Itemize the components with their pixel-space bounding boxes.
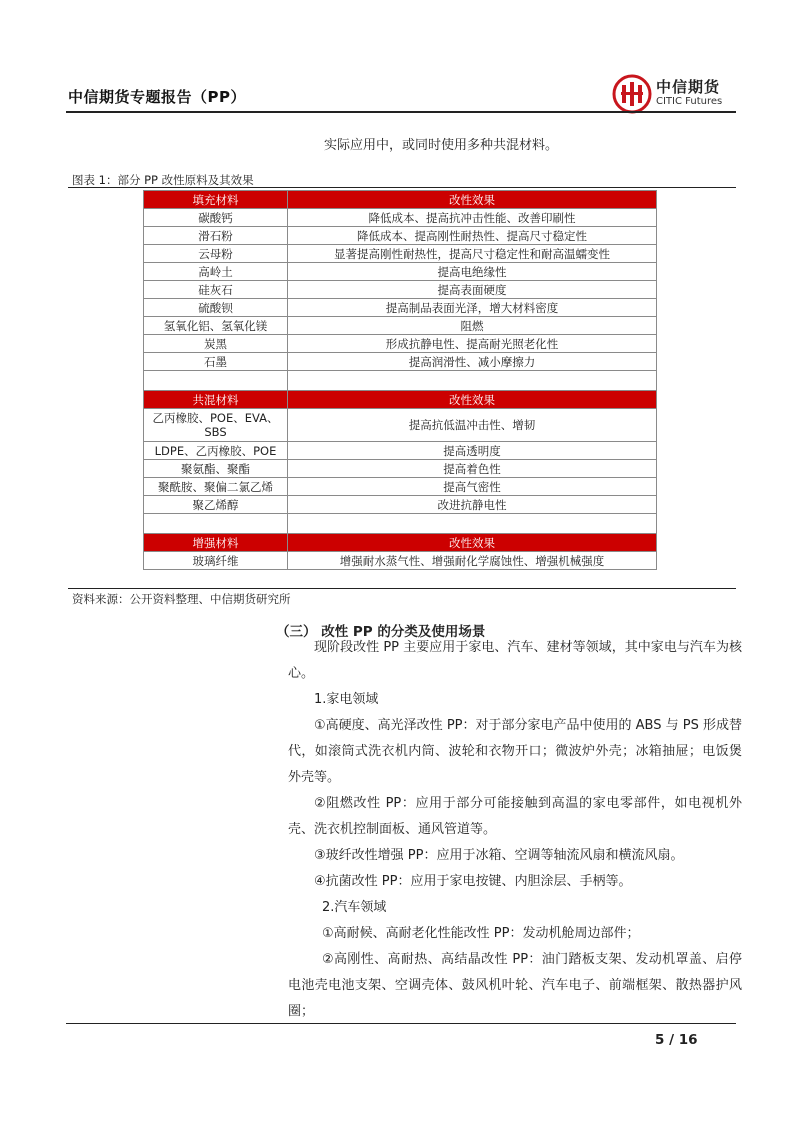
material-cell: 玻璃纤维 — [144, 552, 288, 570]
effect-cell: 显著提高刚性耐热性，提高尺寸稳定性和耐高温蠕变性 — [288, 245, 657, 263]
table-row — [144, 245, 657, 263]
footer-divider — [66, 1023, 736, 1024]
material-cell: 硅灰石 — [144, 281, 288, 299]
effect-cell: 增强耐水蒸气性、增强耐化学腐蚀性、增强机械强度 — [288, 552, 657, 570]
material-cell: 聚氨酯、聚酯 — [144, 460, 288, 478]
material-cell: 高岭土 — [144, 263, 288, 281]
paragraph: ③玻纤改性增强 PP：应用于冰箱、空调等轴流风扇和横流风扇。 — [314, 848, 684, 863]
subheading: 1.家电领域 — [314, 692, 379, 707]
figure-bottom-rule — [68, 588, 736, 589]
effect-cell: 提高抗低温冲击性、增韧 — [288, 409, 657, 442]
material-cell: 云母粉 — [144, 245, 288, 263]
report-title: 中信期货专题报告（PP） — [68, 88, 246, 106]
subheading: 2.汽车领域 — [322, 900, 387, 915]
table-row — [144, 227, 657, 245]
table-header-row — [144, 391, 657, 409]
effect-cell: 改性效果 — [288, 534, 657, 552]
effect-cell: 改性效果 — [288, 391, 657, 409]
table-row — [144, 299, 657, 317]
table-header-row — [144, 191, 657, 209]
material-cell: 聚酰胺、聚偏二氯乙烯 — [144, 478, 288, 496]
material-cell: 硫酸钡 — [144, 299, 288, 317]
material-cell: 填充材料 — [144, 191, 288, 209]
effect-cell: 降低成本、提高刚性耐热性、提高尺寸稳定性 — [288, 227, 657, 245]
table-row — [144, 209, 657, 227]
citic-emblem-icon — [612, 74, 652, 114]
paragraph: ④抗菌改性 PP：应用于家电按键、内胆涂层、手柄等。 — [314, 874, 632, 889]
table-row — [144, 263, 657, 281]
table-row — [144, 335, 657, 353]
effect-cell: 提高着色性 — [288, 460, 657, 478]
figure-top-rule — [68, 187, 736, 188]
paragraph: ①高硬度、高光泽改性 PP：对于部分家电产品中使用的 ABS 与 PS 形成替代，如滚筒式洗衣机内筒、波轮和衣物开口；微波炉外壳；冰箱抽屉；电饭煲外壳等。 — [288, 718, 742, 785]
logo-english-text: CITIC Futures — [656, 96, 723, 107]
spacer-row — [144, 371, 657, 391]
table-row — [144, 353, 657, 371]
table-row — [144, 496, 657, 514]
effect-cell: 改进抗静电性 — [288, 496, 657, 514]
effect-cell: 提高制品表面光泽，增大材料密度 — [288, 299, 657, 317]
figure-caption: 图表 1：部分 PP 改性原料及其效果 — [72, 173, 254, 187]
effect-cell: 提高气密性 — [288, 478, 657, 496]
page-number: 5 / 16 — [655, 1032, 698, 1048]
effect-cell: 提高表面硬度 — [288, 281, 657, 299]
effect-cell: 提高润滑性、减小摩擦力 — [288, 353, 657, 371]
citic-logo — [612, 74, 732, 114]
table-row — [144, 409, 657, 442]
paragraph: ②阻燃改性 PP：应用于部分可能接触到高温的家电零部件，如电视机外壳、洗衣机控制面板、通风管道等。 — [288, 796, 742, 837]
table-row — [144, 442, 657, 460]
paragraph: ①高耐候、高耐老化性能改性 PP：发动机舱周边部件； — [322, 926, 640, 941]
paragraph: 现阶段改性 PP 主要应用于家电、汽车、建材等领域，其中家电与汽车为核心。 — [288, 640, 742, 681]
material-cell: 石墨 — [144, 353, 288, 371]
material-cell: 氢氧化铝、氢氧化镁 — [144, 317, 288, 335]
table-row — [144, 552, 657, 570]
material-cell: 聚乙烯醇 — [144, 496, 288, 514]
source-note: 资料来源：公开资料整理、中信期货研究所 — [72, 592, 291, 606]
header-divider — [66, 111, 736, 113]
table-row — [144, 478, 657, 496]
material-cell: 共混材料 — [144, 391, 288, 409]
material-cell: 乙丙橡胶、POE、EVA、SBS — [144, 409, 288, 442]
effect-cell: 形成抗静电性、提高耐光照老化性 — [288, 335, 657, 353]
table-row — [144, 281, 657, 299]
effect-cell: 降低成本、提高抗冲击性能、改善印刷性 — [288, 209, 657, 227]
material-cell: 炭黑 — [144, 335, 288, 353]
material-cell: 滑石粉 — [144, 227, 288, 245]
effect-cell: 提高电绝缘性 — [288, 263, 657, 281]
effect-cell: 改性效果 — [288, 191, 657, 209]
effect-cell: 阻燃 — [288, 317, 657, 335]
logo-chinese-text: 中信期货 — [656, 78, 721, 96]
material-cell: 碳酸钙 — [144, 209, 288, 227]
material-cell: 增强材料 — [144, 534, 288, 552]
table-row — [144, 317, 657, 335]
material-cell: LDPE、乙丙橡胶、POE — [144, 442, 288, 460]
materials-table — [143, 190, 657, 570]
section-title: （三） 改性 PP 的分类及使用场景 — [276, 624, 486, 640]
effect-cell: 提高透明度 — [288, 442, 657, 460]
paragraph: ②高刚性、高耐热、高结晶改性 PP：油门踏板支架、发动机罩盖、启停电池壳电池支架、空调壳体、鼓风机叶轮、汽车电子、前端框架、散热器护风圈； — [288, 952, 742, 1019]
intro-line: 实际应用中，或同时使用多种共混材料。 — [324, 138, 559, 153]
spacer-row — [144, 514, 657, 534]
table-row — [144, 460, 657, 478]
table-header-row — [144, 534, 657, 552]
